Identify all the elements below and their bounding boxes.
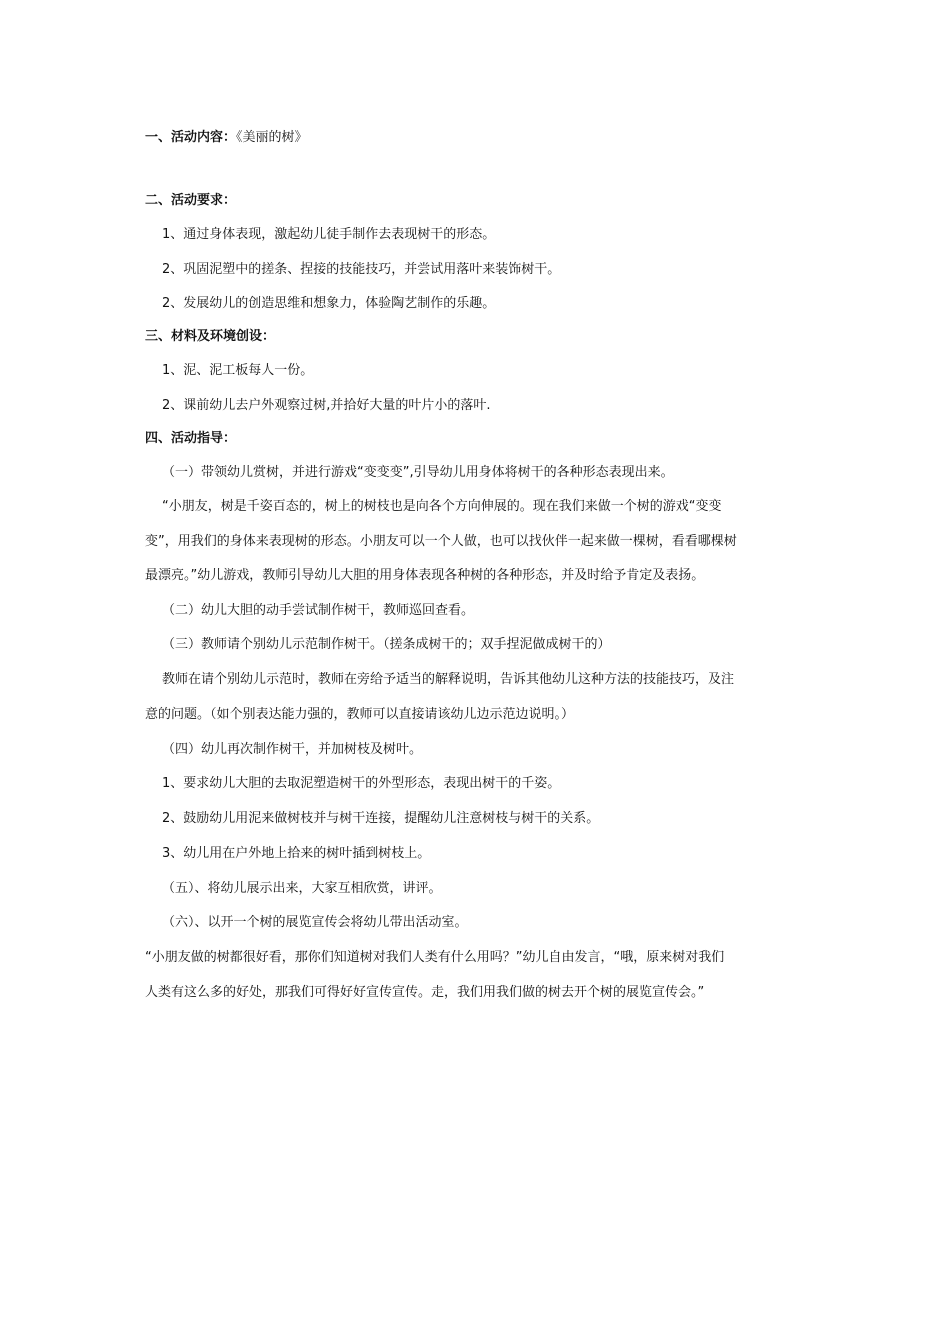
section-3-heading: 三、材料及环境创设：: [145, 329, 276, 344]
guidance-line: 教师在请个别幼儿示范时，教师在旁给予适当的解释说明，告诉其他幼儿这种方法的技能技巧，及注: [162, 672, 735, 687]
guidance-line: 2、鼓励幼儿用泥来做树枝并与树干连接，提醒幼儿注意树枝与树干的关系。: [162, 811, 600, 826]
guidance-line: 3、幼儿用在户外地上拾来的树叶插到树枝上。: [162, 846, 431, 861]
requirement-item: 1、通过身体表现，激起幼儿徒手制作去表现树干的形态。: [162, 227, 496, 242]
guidance-line: （三）教师请个别幼儿示范制作树干。（搓条成树干的；双手捏泥做成树干的）: [162, 637, 611, 652]
guidance-line: 1、要求幼儿大胆的去取泥塑造树干的外型形态，表现出树干的千姿。: [162, 776, 561, 791]
guidance-line: 变”，用我们的身体来表现树的形态。小朋友可以一个人做，也可以找伙伴一起来做一棵树，看看哪棵树: [145, 534, 737, 549]
requirement-item: 2、发展幼儿的创造思维和想象力，体验陶艺制作的乐趣。: [162, 296, 496, 311]
guidance-line: （六）、以开一个树的展览宣传会将幼儿带出活动室。: [162, 915, 468, 930]
guidance-line: 最漂亮。”幼儿游戏，教师引导幼儿大胆的用身体表现各种树的各种形态，并及时给予肯定及表扬。: [145, 568, 705, 583]
guidance-line: （五）、将幼儿展示出来，大家互相欣赏，讲评。: [162, 881, 442, 896]
requirement-item: 2、巩固泥塑中的搓条、捏接的技能技巧，并尝试用落叶来装饰树干。: [162, 262, 561, 277]
guidance-line: 人类有这么多的好处，那我们可得好好宣传宣传。走，我们用我们做的树去开个树的展览宣传会。”: [145, 985, 705, 1000]
section-1-heading: 一、活动内容：: [145, 130, 237, 145]
guidance-line: （四）幼儿再次制作树干，并加树枝及树叶。: [162, 742, 423, 757]
material-item: 1、泥、泥工板每人一份。: [162, 363, 314, 378]
section-1-content: 《美丽的树》: [236, 130, 308, 145]
section-4-heading: 四、活动指导：: [145, 431, 237, 446]
guidance-line: （一）带领幼儿赏树，并进行游戏“变变变”,引导幼儿用身体将树干的各种形态表现出来。: [162, 465, 674, 480]
guidance-line: “小朋友，树是千姿百态的，树上的树枝也是向各个方向伸展的。现在我们来做一个树的游戏“变变: [162, 499, 722, 514]
section-2-heading: 二、活动要求：: [145, 193, 237, 208]
material-item: 2、课前幼儿去户外观察过树,并拾好大量的叶片小的落叶.: [162, 398, 491, 413]
guidance-line: （二）幼儿大胆的动手尝试制作树干，教师巡回查看。: [162, 603, 475, 618]
section-1-line: [145, 129, 308, 147]
guidance-line: “小朋友做的树都很好看，那你们知道树对我们人类有什么用吗？”幼儿自由发言，“哦，原来树对我们: [145, 950, 725, 965]
guidance-line: 意的问题。（如个别表达能力强的，教师可以直接请该幼儿边示范边说明。）: [145, 707, 575, 722]
